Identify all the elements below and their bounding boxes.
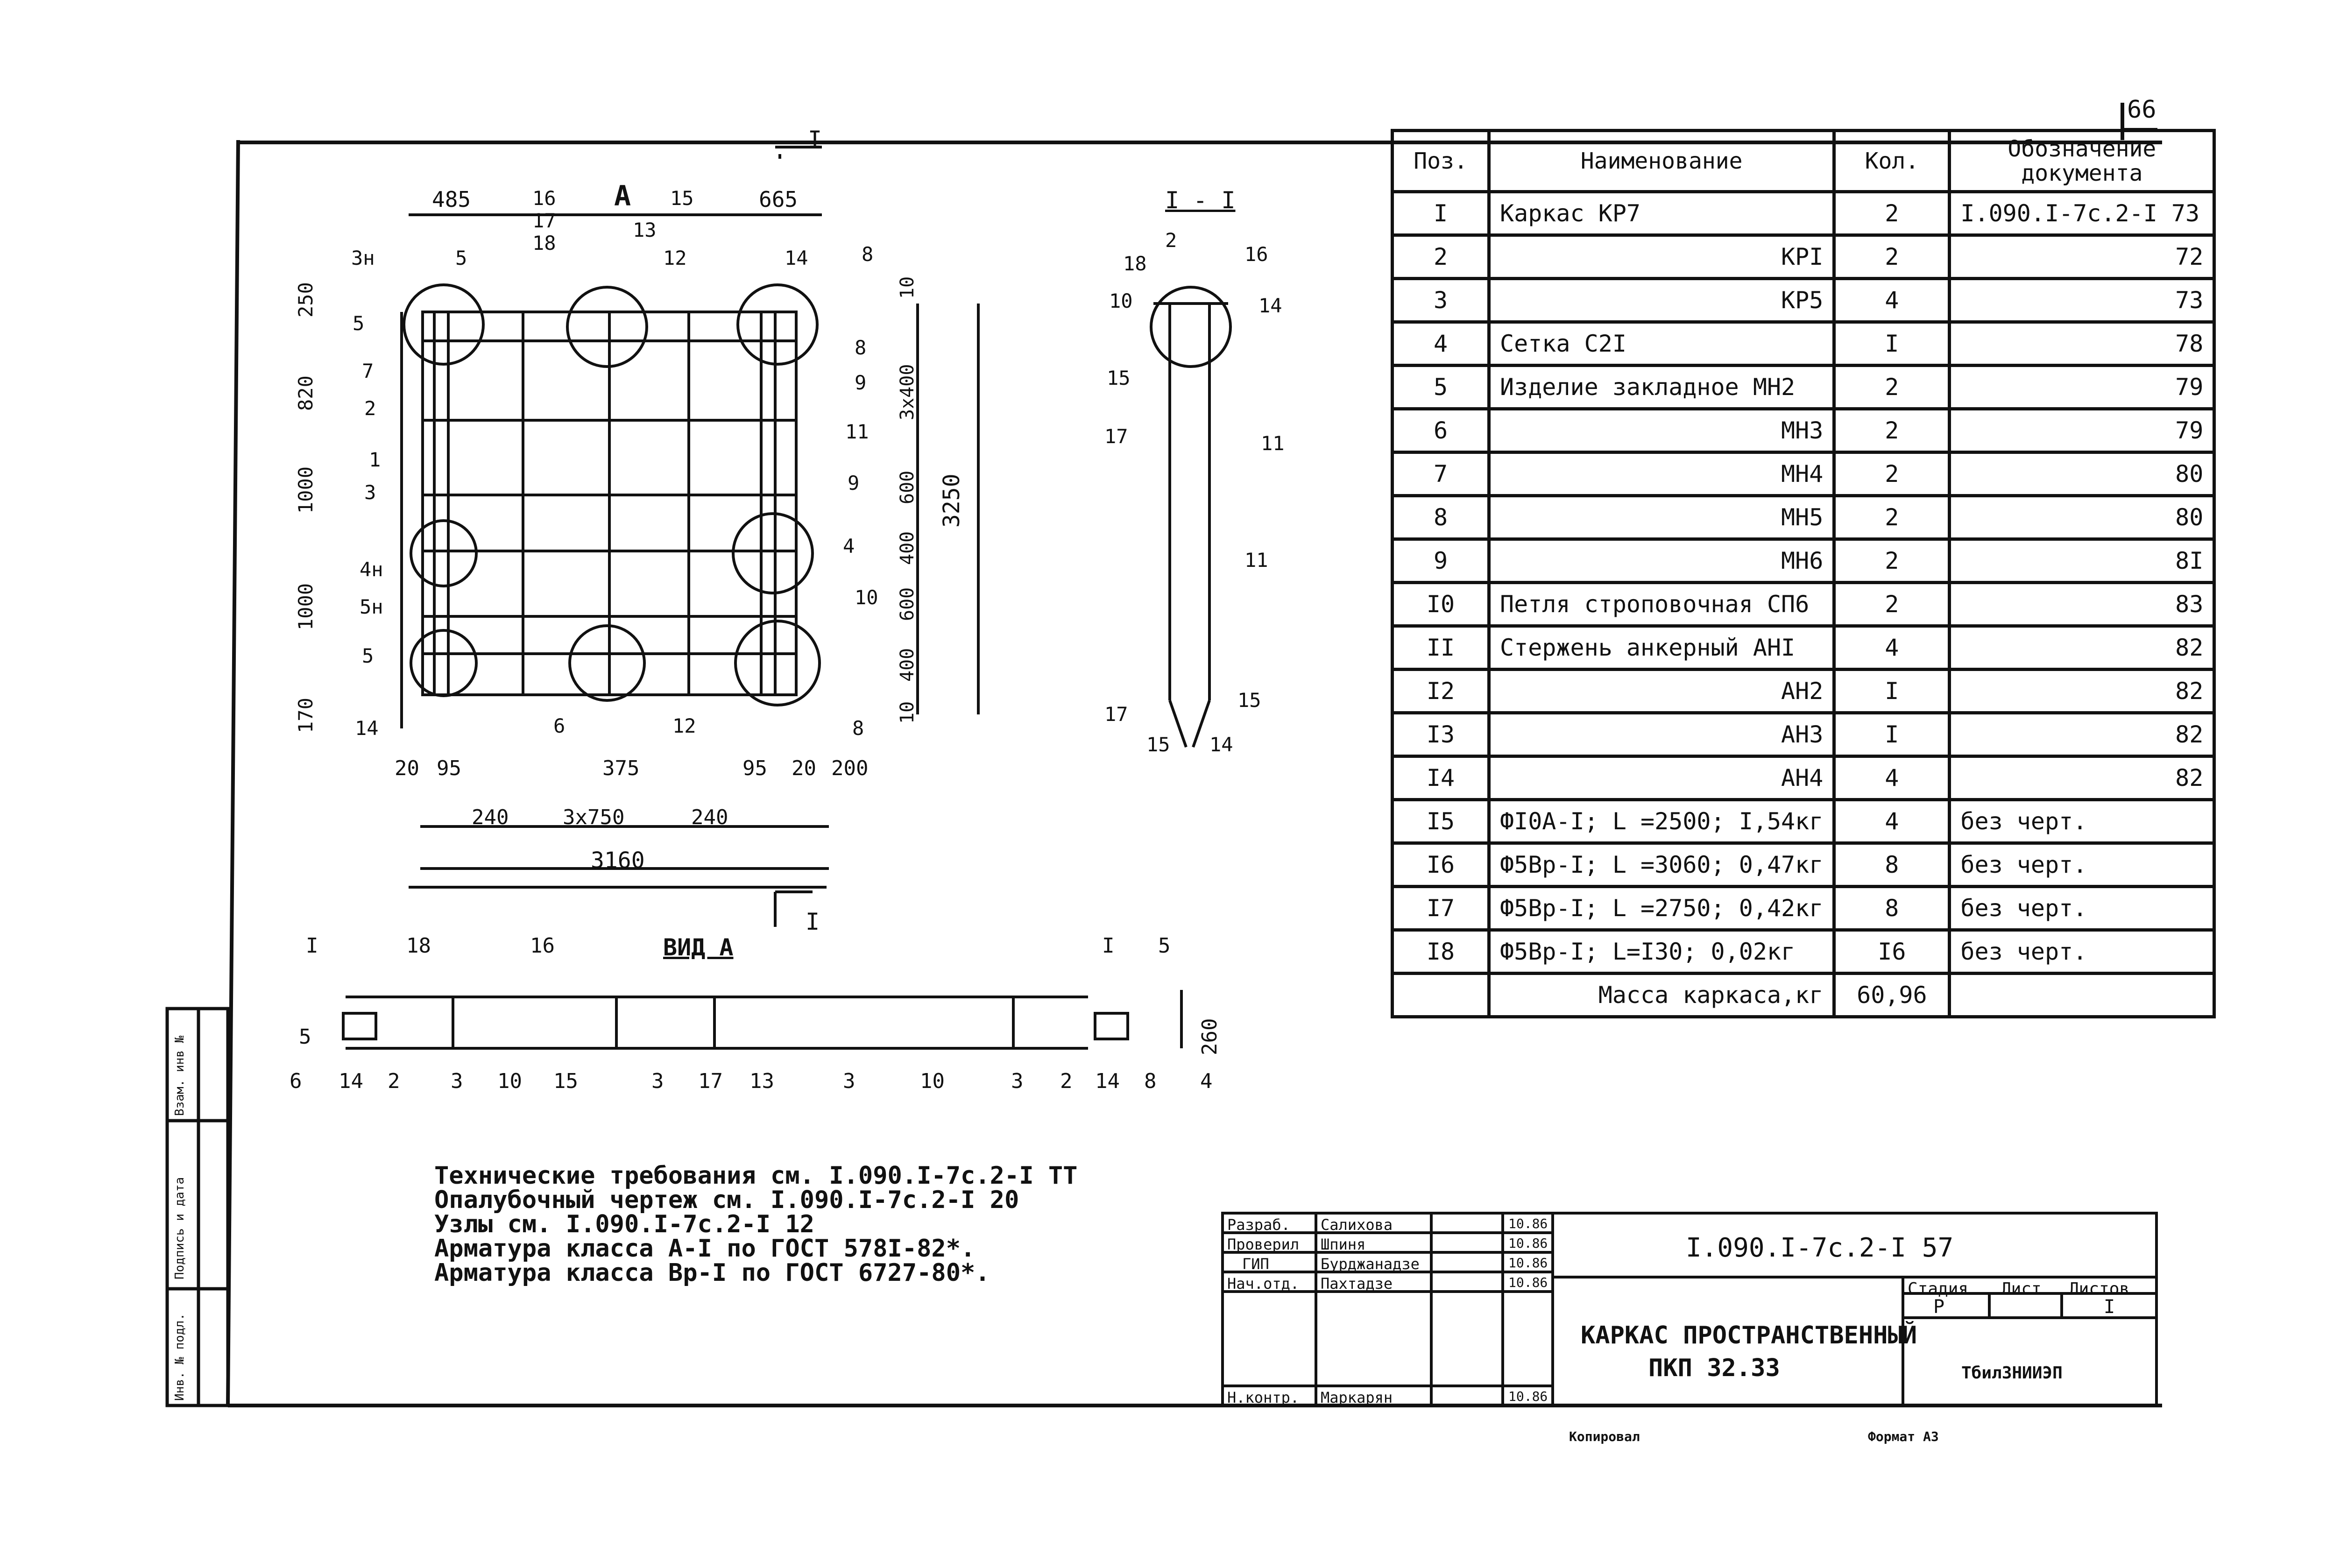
- role-label: Н.контр.: [1227, 1389, 1300, 1406]
- side-stamp-label: Взам. инв №: [173, 1035, 187, 1116]
- cell-doc: 8I: [1950, 539, 2214, 583]
- role-date: 10.86: [1508, 1275, 1548, 1290]
- table-row: [1393, 670, 2214, 713]
- cell-name: АН4: [1489, 756, 1834, 800]
- plan-callout: 16: [532, 187, 556, 210]
- section-callout: 17: [1104, 425, 1128, 448]
- plan-dim-left-3: 1000: [294, 466, 317, 514]
- role-label: Проверил: [1227, 1236, 1300, 1253]
- cell-qty: 8: [1834, 843, 1950, 887]
- header-doc: Обозначение документа: [1950, 131, 2214, 192]
- role-name: Маркарян: [1321, 1389, 1393, 1406]
- plan-dim-bottom-375: 375: [602, 756, 640, 780]
- plan-callout: 4н: [360, 558, 383, 581]
- cell-qty: 2: [1834, 583, 1950, 626]
- cell-name: Ф5Вр-I; L=I30; 0,02кг: [1489, 930, 1834, 974]
- table-row: [1393, 539, 2214, 583]
- mass-value: 60,96: [1834, 974, 1950, 1017]
- cell-pos: I2: [1393, 670, 1489, 713]
- cell-qty: I: [1834, 713, 1950, 756]
- cell-qty: 4: [1834, 279, 1950, 322]
- section-callout: 14: [1258, 294, 1282, 317]
- section-callout: 15: [1146, 733, 1170, 756]
- plan-callout: 12: [663, 247, 687, 269]
- cell-pos: I5: [1393, 800, 1489, 843]
- plan-dim-bottom-3x750: 3x750: [563, 805, 625, 829]
- cell-doc: 82: [1950, 756, 2214, 800]
- role-label: Разраб.: [1227, 1216, 1290, 1234]
- table-row: [1393, 235, 2214, 279]
- section-callout: 14: [1209, 733, 1233, 756]
- plan-callout: 1: [369, 448, 381, 471]
- plan-callout: 12: [672, 714, 696, 737]
- drawing-subtitle: ПКП 32.33: [1648, 1354, 1780, 1382]
- role-label: ГИП: [1242, 1255, 1269, 1273]
- cell-doc: 72: [1950, 235, 2214, 279]
- plan-dim-right-4: 400: [897, 531, 918, 565]
- note-line: Арматура класса Вр-I по ГОСТ 6727-80*.: [434, 1259, 990, 1287]
- cell-pos: 7: [1393, 452, 1489, 496]
- cell-pos: 9: [1393, 539, 1489, 583]
- plan-callout: 5: [455, 247, 467, 269]
- view-a-bottom-label: 8: [1144, 1069, 1157, 1093]
- section-callout: 11: [1244, 549, 1268, 572]
- section-callout: 15: [1237, 689, 1261, 712]
- view-a-height-dim: 260: [1198, 1018, 1222, 1055]
- plan-callout: 6: [553, 714, 566, 737]
- plan-dim-top-left: 485: [432, 187, 471, 212]
- view-a-bottom-label: 3: [651, 1069, 664, 1093]
- cell-name: ФI0А-I; L =2500; I,54кг: [1489, 800, 1834, 843]
- cell-name: Петля строповочная СП6: [1489, 583, 1834, 626]
- plan-callout: 10: [855, 586, 878, 609]
- view-a-title: ВИД А: [663, 934, 734, 961]
- role-name: Шпиня: [1321, 1236, 1366, 1253]
- plan-callout: 5: [353, 312, 365, 335]
- cell-doc: без черт.: [1950, 843, 2214, 887]
- role-date: 10.86: [1508, 1389, 1548, 1404]
- section-callout: 16: [1244, 243, 1268, 266]
- cell-qty: 2: [1834, 366, 1950, 409]
- cell-name: Каркас КР7: [1489, 192, 1834, 235]
- cell-pos: 3: [1393, 279, 1489, 322]
- cell-pos: 2: [1393, 235, 1489, 279]
- header-pos: Поз.: [1393, 131, 1489, 192]
- organization: ТбилЗНИИЭП: [1961, 1363, 2063, 1383]
- view-a-bottom-label: 13: [749, 1069, 774, 1093]
- table-row: [1393, 626, 2214, 670]
- header-qty: Кол.: [1834, 131, 1950, 192]
- cell-doc: без черт.: [1950, 800, 2214, 843]
- view-a-bottom-label: 3: [843, 1069, 855, 1093]
- role-date: 10.86: [1508, 1255, 1548, 1271]
- cell-name: Стержень анкерный АНI: [1489, 626, 1834, 670]
- section-callout: 15: [1107, 367, 1131, 389]
- plan-callout: 7: [362, 360, 374, 382]
- view-a-bottom-label: 15: [553, 1069, 578, 1093]
- view-a-bottom-label: 2: [1060, 1069, 1073, 1093]
- sheets-value: I: [2104, 1296, 2115, 1318]
- mass-label: Масса каркаса,кг: [1489, 974, 1834, 1017]
- note-line: Узлы см. I.090.I-7с.2-I 12: [434, 1210, 814, 1238]
- cell-name: Ф5Вр-I; L =2750; 0,42кг: [1489, 887, 1834, 930]
- section-mark-top: I: [808, 126, 822, 153]
- cell-pos: 5: [1393, 366, 1489, 409]
- cell-name: КР5: [1489, 279, 1834, 322]
- section-callout: 17: [1104, 703, 1128, 726]
- role-name: Пахтадзе: [1321, 1275, 1393, 1293]
- table-row: [1393, 452, 2214, 496]
- sheet-label: Лист: [2001, 1279, 2042, 1299]
- table-row: [1393, 496, 2214, 539]
- plan-callout: 17: [532, 209, 556, 232]
- plan-callout: 8: [862, 243, 874, 266]
- table-row: [1393, 322, 2214, 366]
- note-line: Опалубочный чертеж см. I.090.I-7с.2-I 20: [434, 1186, 1019, 1214]
- plan-dim-right-5: 600: [897, 587, 918, 621]
- cell-pos: I6: [1393, 843, 1489, 887]
- plan-dim-right-1: 10: [897, 276, 918, 299]
- stage-value: Р: [1933, 1296, 1945, 1318]
- cell-doc: 78: [1950, 322, 2214, 366]
- side-stamp-label: Инв. № подл.: [173, 1313, 187, 1401]
- plan-callout: 8: [855, 336, 867, 359]
- plan-dim-bottom-95a: 95: [437, 756, 461, 780]
- cell-qty: 2: [1834, 539, 1950, 583]
- cell-name: МН3: [1489, 409, 1834, 452]
- plan-callout: 2: [364, 397, 376, 420]
- cell-doc: 82: [1950, 713, 2214, 756]
- cell-name: Сетка С2I: [1489, 322, 1834, 366]
- view-a-top-label: 16: [530, 934, 555, 958]
- plan-dim-right-3: 600: [897, 470, 918, 504]
- note-line: Арматура класса А-I по ГОСТ 578I-82*.: [434, 1235, 976, 1263]
- footer-copied: Копировал: [1569, 1429, 1640, 1444]
- plan-dim-right-6: 400: [897, 648, 918, 682]
- plan-dim-bottom-20a: 20: [395, 756, 419, 780]
- cell-pos: I: [1393, 192, 1489, 235]
- section-callout: 10: [1109, 290, 1133, 312]
- cell-empty: [1393, 974, 1489, 1017]
- cell-doc: 82: [1950, 626, 2214, 670]
- cell-qty: 4: [1834, 626, 1950, 670]
- table-header-row: [1393, 131, 2214, 192]
- cell-doc: без черт.: [1950, 887, 2214, 930]
- cell-qty: 4: [1834, 756, 1950, 800]
- view-a-top-label: 5: [1158, 934, 1171, 958]
- cell-qty: I6: [1834, 930, 1950, 974]
- view-a-top-label: I: [1102, 934, 1115, 958]
- plan-callout: 9: [855, 371, 867, 394]
- cell-qty: 2: [1834, 192, 1950, 235]
- plan-overall-width: 3160: [591, 848, 645, 874]
- plan-callout: 11: [845, 420, 869, 443]
- section-callout: 18: [1123, 252, 1147, 275]
- cell-name: Ф5Вр-I; L =3060; 0,47кг: [1489, 843, 1834, 887]
- view-a-bottom-label: 14: [339, 1069, 363, 1093]
- specification-table: [1391, 129, 2216, 1018]
- cell-qty: 2: [1834, 496, 1950, 539]
- table-row: [1393, 279, 2214, 322]
- plan-dim-right-2: 3x400: [897, 364, 918, 420]
- plan-dim-top-right: 665: [759, 187, 798, 212]
- mass-row: [1393, 974, 2214, 1017]
- view-a-top-label: I: [306, 934, 318, 958]
- cell-name: Изделие закладное МН2: [1489, 366, 1834, 409]
- plan-callout: 13: [633, 219, 657, 241]
- plan-callout: 3н: [351, 247, 375, 269]
- view-a-bottom-label: 14: [1095, 1069, 1120, 1093]
- table-row: [1393, 843, 2214, 887]
- note-line: Технические требования см. I.090.I-7с.2-I ТТ: [434, 1162, 1078, 1190]
- cell-doc: 80: [1950, 496, 2214, 539]
- plan-callout: 9: [848, 472, 860, 494]
- stage-label: Стадия: [1908, 1279, 1969, 1299]
- cell-name: АН2: [1489, 670, 1834, 713]
- cell-pos: I0: [1393, 583, 1489, 626]
- view-a-bottom-label: 10: [920, 1069, 945, 1093]
- cell-pos: 8: [1393, 496, 1489, 539]
- plan-overall-height: 3250: [939, 473, 965, 528]
- cell-qty: I: [1834, 670, 1950, 713]
- cell-qty: 2: [1834, 409, 1950, 452]
- role-name: Бурджанадзе: [1321, 1255, 1420, 1273]
- plan-callout: 14: [355, 717, 379, 740]
- table-row: [1393, 800, 2214, 843]
- sheets-label: Листов: [2069, 1279, 2130, 1299]
- table-row: [1393, 366, 2214, 409]
- cell-qty: 4: [1834, 800, 1950, 843]
- page-number: 66: [2127, 96, 2156, 124]
- role-date: 10.86: [1508, 1216, 1548, 1231]
- plan-callout: 5: [362, 644, 374, 667]
- view-a-bottom-label: 6: [290, 1069, 302, 1093]
- view-a-bottom-label: 3: [451, 1069, 463, 1093]
- table-row: [1393, 409, 2214, 452]
- cell-doc: 79: [1950, 409, 2214, 452]
- view-a-bottom-label: 10: [497, 1069, 522, 1093]
- table-row: [1393, 713, 2214, 756]
- section-callout: 2: [1165, 229, 1177, 252]
- cell-doc: 82: [1950, 670, 2214, 713]
- plan-dim-left-1: 250: [294, 282, 317, 318]
- cell-doc: 73: [1950, 279, 2214, 322]
- cell-pos: I8: [1393, 930, 1489, 974]
- cell-qty: I: [1834, 322, 1950, 366]
- section-mark-bottom: I: [806, 908, 820, 935]
- cell-name: МН6: [1489, 539, 1834, 583]
- table-row: [1393, 930, 2214, 974]
- cell-name: АН3: [1489, 713, 1834, 756]
- drawing-title: КАРКАС ПРОСТРАНСТВЕННЫЙ: [1581, 1321, 1917, 1349]
- view-a-top-label: 18: [406, 934, 431, 958]
- plan-callout: 5н: [360, 595, 383, 618]
- header-name: Наименование: [1489, 131, 1834, 192]
- cell-qty: 2: [1834, 452, 1950, 496]
- view-a-left-label: 5: [299, 1025, 311, 1049]
- plan-dim-left-5: 170: [294, 698, 317, 733]
- section-view: [1151, 287, 1230, 747]
- view-a-bottom-label: 2: [388, 1069, 400, 1093]
- cell-pos: I4: [1393, 756, 1489, 800]
- table-row: [1393, 583, 2214, 626]
- plan-callout: 15: [670, 187, 694, 210]
- section-title: I - I: [1165, 187, 1236, 214]
- cell-pos: 4: [1393, 322, 1489, 366]
- cell-pos: 6: [1393, 409, 1489, 452]
- view-arrow-label: А: [614, 180, 631, 212]
- role-name: Салихова: [1321, 1216, 1393, 1234]
- table-row: [1393, 887, 2214, 930]
- cell-doc: I.090.I-7с.2-I 73: [1950, 192, 2214, 235]
- view-a-bottom-label: 17: [698, 1069, 723, 1093]
- plan-dim-left-2: 820: [294, 375, 317, 411]
- plan-dim-bottom-240b: 240: [691, 805, 728, 829]
- plan-dim-left-4: 1000: [294, 583, 317, 630]
- plan-callout: 4: [843, 535, 855, 558]
- table-row: [1393, 192, 2214, 235]
- role-label: Нач.отд.: [1227, 1275, 1300, 1293]
- footer-format: Формат А3: [1868, 1429, 1939, 1444]
- cell-doc: без черт.: [1950, 930, 2214, 974]
- plan-dim-bottom-95b: 95: [742, 756, 767, 780]
- cell-name: МН4: [1489, 452, 1834, 496]
- cell-doc: 79: [1950, 366, 2214, 409]
- cell-pos: I7: [1393, 887, 1489, 930]
- plan-callout: 8: [852, 717, 864, 740]
- section-callout: 11: [1261, 432, 1285, 455]
- side-stamp-label: Подпись и дата: [173, 1177, 187, 1279]
- plan-dim-bottom-240a: 240: [472, 805, 509, 829]
- cell-pos: II: [1393, 626, 1489, 670]
- cell-name: МН5: [1489, 496, 1834, 539]
- cell-name: КРI: [1489, 235, 1834, 279]
- plan-callout: 14: [785, 247, 808, 269]
- plan-dim-bottom-200: 200: [831, 756, 869, 780]
- plan-callout: 3: [364, 481, 376, 504]
- role-date: 10.86: [1508, 1236, 1548, 1251]
- cell-doc: 83: [1950, 583, 2214, 626]
- plan-dim-right-7: 10: [897, 701, 918, 724]
- view-a-bottom-label: 4: [1200, 1069, 1213, 1093]
- cell-pos: I3: [1393, 713, 1489, 756]
- table-row: [1393, 756, 2214, 800]
- cell-qty: 2: [1834, 235, 1950, 279]
- document-code: I.090.I-7с.2-I 57: [1686, 1233, 1954, 1263]
- plan-callout: 18: [532, 232, 556, 254]
- cell-doc: 80: [1950, 452, 2214, 496]
- view-a-bottom-label: 3: [1011, 1069, 1024, 1093]
- cell-empty: [1950, 974, 2214, 1017]
- view-a: [343, 990, 1181, 1048]
- plan-dim-bottom-20b: 20: [792, 756, 816, 780]
- cell-qty: 8: [1834, 887, 1950, 930]
